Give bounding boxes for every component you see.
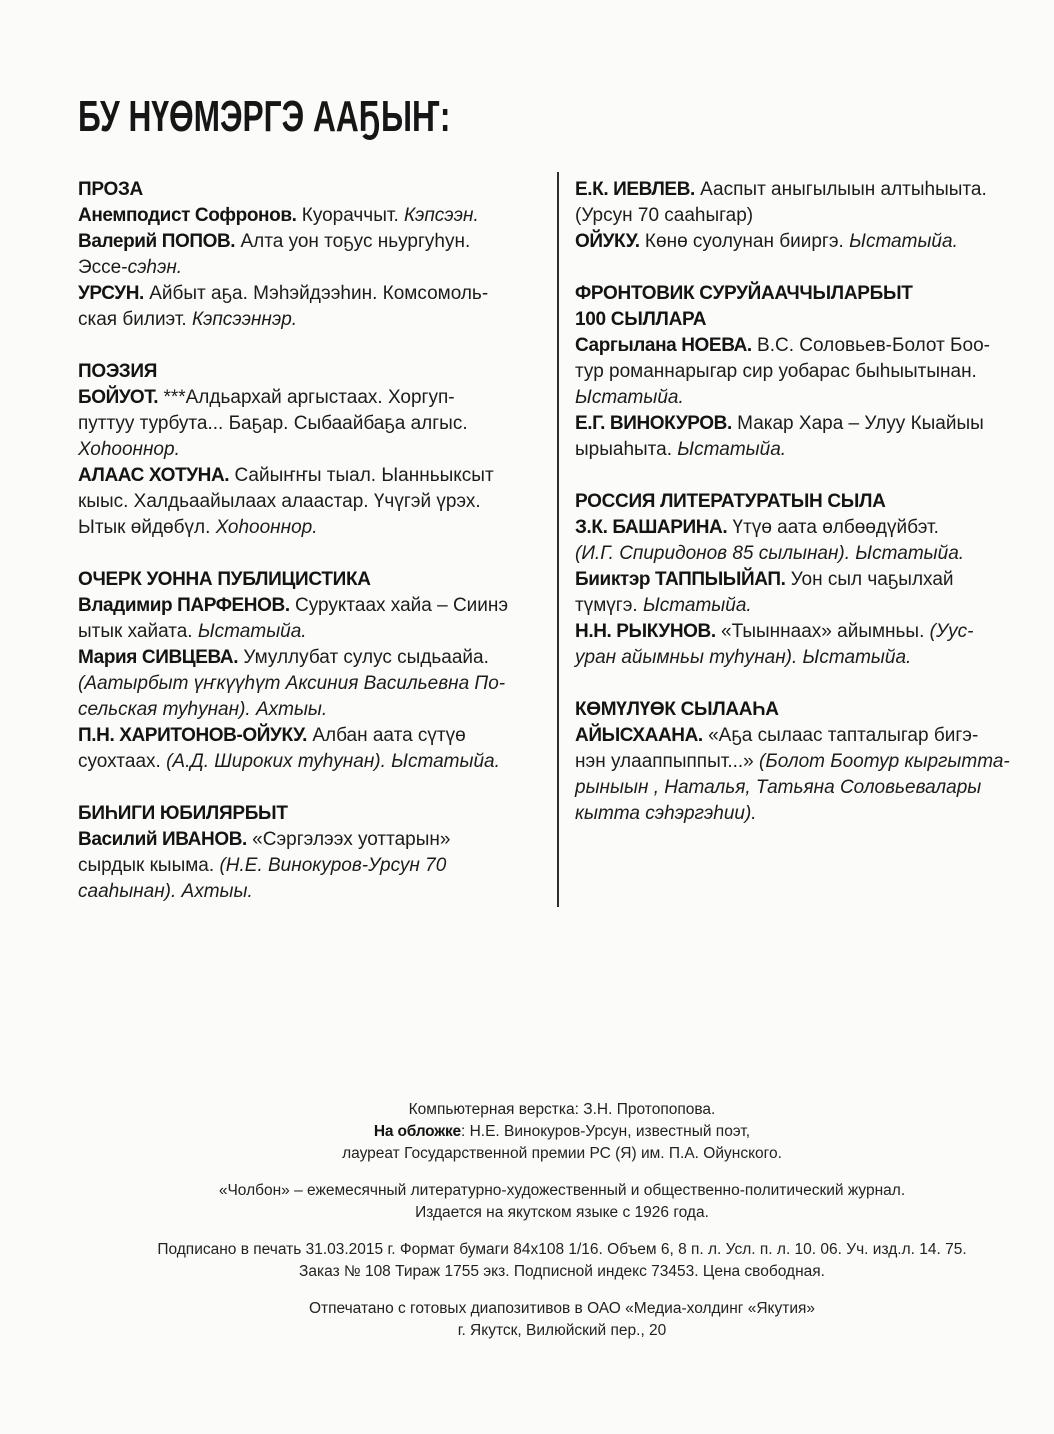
entry-text: Макар Хара – Улуу Кыайыы: [731, 413, 984, 434]
entry-note: Ыстатыйа.: [197, 621, 307, 642]
toc-line: [78, 749, 548, 775]
entry-text: суохтаах.: [78, 751, 167, 772]
toc-line: [575, 619, 1043, 645]
entry-text: Суруктаах хайа – Сиинэ: [289, 595, 509, 616]
toc-line: [575, 359, 1043, 385]
entry-note: Хоһооннор.: [215, 517, 318, 538]
imprint-line: [62, 1261, 1054, 1283]
imprint-group: [62, 1180, 1054, 1224]
author-name: Мария СИВЦЕВА.: [78, 647, 239, 668]
toc-line: [78, 385, 548, 411]
author-name: УРСУН.: [78, 283, 144, 304]
entry-text: «Аҕа сылаас тапталыгар бигэ-: [702, 725, 979, 746]
toc-line: [78, 255, 548, 281]
entry-note: Ыстатыйа.: [642, 595, 752, 616]
entry-note: кытта сэһэргэһии).: [575, 803, 757, 824]
entry-text: Ааспыт аныгылыын алтыһыыта.: [694, 179, 987, 200]
imprint: [62, 1099, 1054, 1357]
toc-line: [78, 697, 548, 723]
entry-text: «Сэргэлээх уоттарын»: [246, 829, 451, 850]
entry-note: сельская туһунан). Ахтыы.: [78, 699, 328, 720]
toc-line: [78, 879, 548, 905]
entry-note: уран айымньы туһунан). Ыстатыйа.: [575, 647, 912, 668]
entry-text: Сайыҥҥы тыал. Ыанньыксыт: [229, 465, 494, 486]
entry-note: (А.Д. Широких туһунан). Ыстатыйа.: [166, 751, 500, 772]
section-heading: 100 СЫЛЛАРА: [575, 309, 707, 330]
imprint-line: [62, 1298, 1054, 1320]
section-heading: БИҺИГИ ЮБИЛЯРБЫТ: [78, 803, 288, 824]
toc-line: [78, 645, 548, 671]
toc-line: [575, 645, 1043, 671]
toc-section: [78, 359, 548, 541]
toc-line: [78, 229, 548, 255]
entry-text: сырдык кыыма.: [78, 855, 220, 876]
section-heading: ПРОЗА: [78, 179, 143, 200]
imprint-group: [62, 1099, 1054, 1165]
entry-note: (И.Г. Спиридонов 85 сылынан). Ыстатыйа.: [575, 543, 965, 564]
entry-text: Албан аата сүтүө: [307, 725, 466, 746]
imprint-line: [62, 1099, 1054, 1121]
entry-text: ытык хайата.: [78, 621, 198, 642]
entry-text: Үтүө аата өлбөөдүйбэт.: [727, 517, 939, 538]
toc-line: [78, 853, 548, 879]
author-name: З.К. БАШАРИНА.: [575, 517, 728, 538]
author-name: АЛААС ХОТУНА.: [78, 465, 230, 486]
imprint-text: «Чолбон» – ежемесячный литературно-художественный и общественно-политический журнал.: [218, 1182, 906, 1199]
toc-column-left: [78, 177, 548, 931]
column-divider: [557, 172, 559, 907]
section-heading: ФРОНТОВИК СУРУЙААЧЧЫЛАРБЫТ: [575, 283, 913, 304]
imprint-line: [62, 1239, 1054, 1261]
toc-line: [575, 723, 1043, 749]
imprint-label: На обложке: [373, 1123, 461, 1140]
toc-line: [575, 593, 1043, 619]
toc-line: [575, 775, 1043, 801]
entry-text: (Урсун 70 сааһыгар): [575, 205, 754, 226]
entry-text: Алта уон тоҕус ньургуһун.: [235, 231, 471, 252]
toc-line: [78, 671, 548, 697]
section-heading: РОССИЯ ЛИТЕРАТУРАТЫН СЫЛА: [575, 491, 886, 512]
imprint-text: Компьютерная верстка: З.Н. Протопопова.: [408, 1101, 716, 1118]
imprint-text: лауреат Государственной премии РС (Я) им. П.А. Ойунского.: [342, 1145, 782, 1162]
toc-line: [78, 463, 548, 489]
entry-note: Кэпсээн.: [404, 205, 479, 226]
entry-note: сааһынан). Ахтыы.: [78, 881, 253, 902]
toc-section: [575, 177, 1043, 255]
imprint-text: Издается на якутском языке с 1926 года.: [415, 1204, 709, 1221]
author-name: Владимир ПАРФЕНОВ.: [78, 595, 290, 616]
entry-text: ская билиэт.: [78, 309, 192, 330]
toc-line: [575, 203, 1043, 229]
author-name: Бииктэр ТАППЫЫЙАП.: [575, 569, 786, 590]
author-name: ОЙУКУ.: [575, 231, 640, 252]
entry-note: Ыстатыйа.: [849, 231, 958, 252]
imprint-line: [62, 1320, 1054, 1342]
toc-section: [575, 489, 1043, 671]
entry-text: нэн улааппыппыт...»: [575, 751, 760, 772]
author-name: Саргылана НОЕВА.: [575, 335, 752, 356]
toc-line: [575, 749, 1043, 775]
toc-line: [78, 723, 548, 749]
toc-line: [575, 567, 1043, 593]
toc-line: [78, 281, 548, 307]
author-name: Е.Г. ВИНОКУРОВ.: [575, 413, 732, 434]
entry-note: (Н.Е. Винокуров-Урсун 70: [219, 855, 447, 876]
imprint-group: [62, 1239, 1054, 1283]
toc-line: [78, 593, 548, 619]
imprint-line: [62, 1143, 1054, 1165]
toc-line: [575, 437, 1043, 463]
section-heading: ОЧЕРК УОННА ПУБЛИЦИСТИКА: [78, 569, 371, 590]
toc-line: [575, 411, 1043, 437]
entry-note: (Болот Боотур кыргытта-: [759, 751, 1010, 772]
author-name: Н.Н. РЫКУНОВ.: [575, 621, 716, 642]
imprint-text: : Н.Е. Винокуров-Урсун, известный поэт,: [460, 1123, 751, 1140]
entry-text: В.С. Соловьев-Болот Боо-: [751, 335, 990, 356]
toc-line: [575, 333, 1043, 359]
toc-line: [78, 307, 548, 333]
toc-section: [78, 177, 548, 333]
toc-section: [78, 801, 548, 905]
entry-text: тур романнарыгар сир уобарас быһыытынан.: [575, 361, 977, 382]
toc-section: [575, 281, 1043, 463]
author-name: П.Н. ХАРИТОНОВ-ОЙУКУ.: [78, 725, 308, 746]
toc-line: [78, 489, 548, 515]
imprint-line: [62, 1121, 1054, 1143]
entry-note: (Аатырбыт үҥкүүһүт Аксиния Васильевна По-: [78, 673, 506, 694]
author-name: АЙЫСХААНА.: [575, 725, 703, 746]
imprint-text: г. Якутск, Вилюйский пер., 20: [457, 1322, 667, 1339]
entry-note: рыныын , Наталья, Татьяна Соловьевалары: [575, 777, 982, 798]
entry-text: ***Алдьархай аргыстаах. Хоргуп-: [158, 387, 455, 408]
imprint-text: Подписано в печать 31.03.2015 г. Формат бумаги 84х108 1/16. Объем 6, 8 п. л. Усл. п. л. 10. 06. Уч. изд.л. 14. 75.: [157, 1241, 967, 1258]
toc-line: [78, 411, 548, 437]
entry-text: ырыаһыта.: [575, 439, 678, 460]
entry-text: Айбыт аҕа. Мэһэйдээһин. Комсомоль-: [143, 283, 489, 304]
entry-text: Ытык өйдөбүл.: [78, 517, 216, 538]
imprint-text: Заказ № 108 Тираж 1755 экз. Подписной индекс 73453. Цена свободная.: [299, 1263, 825, 1280]
toc-line: [78, 827, 548, 853]
section-heading: ПОЭЗИЯ: [78, 361, 158, 382]
entry-text: Уон сыл чаҕылхай: [785, 569, 954, 590]
author-name: Е.К. ИЕВЛЕВ.: [575, 179, 695, 200]
toc-line: [575, 229, 1043, 255]
entry-note: (Уус-: [929, 621, 974, 642]
author-name: Валерий ПОПОВ.: [78, 231, 236, 252]
toc-line: [78, 437, 548, 463]
toc-section: [575, 697, 1043, 827]
entry-note: Ыстатыйа.: [677, 439, 787, 460]
entry-text: «Тыыннаах» айымньы.: [715, 621, 930, 642]
entry-text: түмүгэ.: [575, 595, 643, 616]
toc-line: [575, 177, 1043, 203]
toc-line: [575, 801, 1043, 827]
entry-text: Куораччыт.: [296, 205, 405, 226]
toc-line: [78, 515, 548, 541]
imprint-line: [62, 1180, 1054, 1202]
entry-note: Хоһооннор.: [78, 439, 180, 460]
imprint-line: [62, 1202, 1054, 1224]
toc-line: [78, 203, 548, 229]
entry-note: Ыстатыйа.: [575, 387, 684, 408]
toc-line: [575, 541, 1043, 567]
imprint-group: [62, 1298, 1054, 1342]
entry-note: Кэпсээннэр.: [192, 309, 298, 330]
author-name: БОЙУОТ.: [78, 387, 159, 408]
entry-text: Эссе-: [78, 257, 128, 278]
entry-note: сэһэн.: [127, 257, 183, 278]
toc-section: [78, 567, 548, 775]
author-name: Анемподист Софронов.: [78, 205, 297, 226]
section-heading: КӨМҮЛҮӨК СЫЛААҺА: [575, 699, 779, 720]
entry-text: Умуллубат сулус сыдьаайа.: [238, 647, 489, 668]
author-name: Василий ИВАНОВ.: [78, 829, 247, 850]
entry-text: кыыс. Халдьаайылаах алаастар. Үчүгэй үрэх.: [78, 491, 481, 512]
page-title: БУ НҮӨМЭРГЭ ААҔЫҤ:: [78, 92, 451, 141]
toc-column-right: [575, 177, 1043, 853]
entry-text: Көнө суолунан бииргэ.: [639, 231, 850, 252]
toc-line: [575, 385, 1043, 411]
toc-line: [78, 619, 548, 645]
imprint-text: Отпечатано с готовых диапозитивов в ОАО «Медиа-холдинг «Якутия»: [308, 1300, 816, 1317]
entry-text: путтуу турбута... Баҕар. Сыбаайбаҕа алгыс.: [78, 413, 468, 434]
toc-line: [575, 515, 1043, 541]
